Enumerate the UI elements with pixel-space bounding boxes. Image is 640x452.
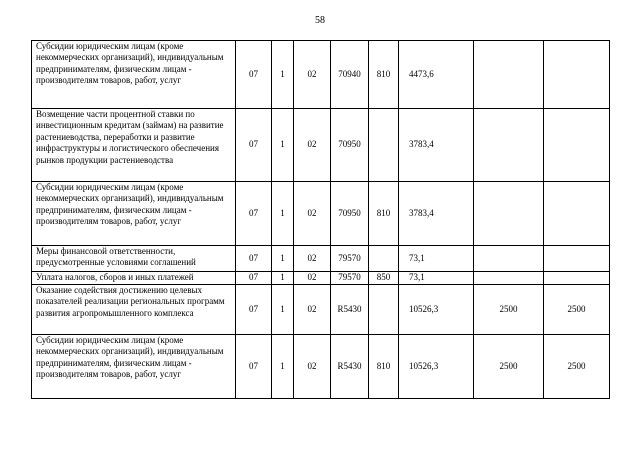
table-row: [32, 272, 610, 285]
table-row: [32, 335, 610, 399]
cell-amount-2: [474, 41, 544, 109]
cell-amount-1: 10526,3: [399, 285, 474, 335]
cell-expense-type: [369, 246, 399, 272]
cell-section: 07: [236, 109, 272, 182]
row-name: Субсидии юридическим лицам (кроме некоммерческих организаций), индивидуальным предпринимателям, физическим лицам - производителям товаров, работ, услуг: [32, 182, 236, 246]
cell-subprogram: 02: [294, 41, 331, 109]
cell-direction: 79570: [331, 272, 369, 285]
cell-expense-type: 850: [369, 272, 399, 285]
cell-program: 1: [272, 335, 294, 399]
cell-amount-3: [544, 41, 610, 109]
row-name: Субсидии юридическим лицам (кроме некоммерческих организаций), индивидуальным предпринимателям, физическим лицам - производителям товаров, работ, услуг: [32, 41, 236, 109]
cell-amount-2: 2500: [474, 335, 544, 399]
cell-direction: R5430: [331, 285, 369, 335]
cell-direction: 70950: [331, 109, 369, 182]
cell-section: 07: [236, 246, 272, 272]
cell-amount-2: [474, 272, 544, 285]
cell-section: 07: [236, 272, 272, 285]
cell-amount-2: [474, 109, 544, 182]
cell-amount-1: 3783,4: [399, 109, 474, 182]
row-name: Оказание содействия достижению целевых показателей реализации региональных программ развития агропромышленного комплекса: [32, 285, 236, 335]
cell-amount-3: [544, 182, 610, 246]
cell-subprogram: 02: [294, 109, 331, 182]
cell-amount-2: [474, 182, 544, 246]
cell-amount-3: [544, 109, 610, 182]
cell-program: 1: [272, 109, 294, 182]
cell-subprogram: 02: [294, 335, 331, 399]
cell-amount-3: [544, 272, 610, 285]
cell-amount-3: 2500: [544, 285, 610, 335]
cell-amount-1: 4473,6: [399, 41, 474, 109]
cell-direction: R5430: [331, 335, 369, 399]
table-row: [32, 285, 610, 335]
cell-expense-type: 810: [369, 335, 399, 399]
cell-subprogram: 02: [294, 182, 331, 246]
cell-expense-type: 810: [369, 182, 399, 246]
cell-direction: 70950: [331, 182, 369, 246]
cell-direction: 79570: [331, 246, 369, 272]
cell-amount-1: 73,1: [399, 272, 474, 285]
table-row: [32, 182, 610, 246]
cell-section: 07: [236, 182, 272, 246]
table-row: [32, 109, 610, 182]
table-row: [32, 41, 610, 109]
cell-section: 07: [236, 285, 272, 335]
cell-expense-type: 810: [369, 41, 399, 109]
cell-amount-1: 73,1: [399, 246, 474, 272]
cell-amount-3: 2500: [544, 335, 610, 399]
cell-program: 1: [272, 41, 294, 109]
table-row: [32, 246, 610, 272]
cell-direction: 70940: [331, 41, 369, 109]
cell-program: 1: [272, 272, 294, 285]
cell-expense-type: [369, 285, 399, 335]
cell-expense-type: [369, 109, 399, 182]
cell-amount-2: [474, 246, 544, 272]
cell-subprogram: 02: [294, 246, 331, 272]
row-name: Субсидии юридическим лицам (кроме некоммерческих организаций), индивидуальным предпринимателям, физическим лицам - производителям товаров, работ, услуг: [32, 335, 236, 399]
page-number: 58: [315, 15, 325, 26]
row-name: Меры финансовой ответственности, предусмотренные условиями соглашений: [32, 246, 236, 272]
cell-amount-3: [544, 246, 610, 272]
cell-program: 1: [272, 182, 294, 246]
cell-subprogram: 02: [294, 272, 331, 285]
cell-section: 07: [236, 41, 272, 109]
cell-program: 1: [272, 246, 294, 272]
cell-amount-1: 3783,4: [399, 182, 474, 246]
row-name: Уплата налогов, сборов и иных платежей: [32, 272, 236, 285]
cell-amount-2: 2500: [474, 285, 544, 335]
row-name: Возмещение части процентной ставки по инвестиционным кредитам (займам) на развитие растениеводства, переработки и развитие инфраструктуры и логистического обеспечения рынков продукции растениеводства: [32, 109, 236, 182]
cell-program: 1: [272, 285, 294, 335]
cell-subprogram: 02: [294, 285, 331, 335]
cell-section: 07: [236, 335, 272, 399]
budget-table: [31, 40, 610, 399]
cell-amount-1: 10526,3: [399, 335, 474, 399]
